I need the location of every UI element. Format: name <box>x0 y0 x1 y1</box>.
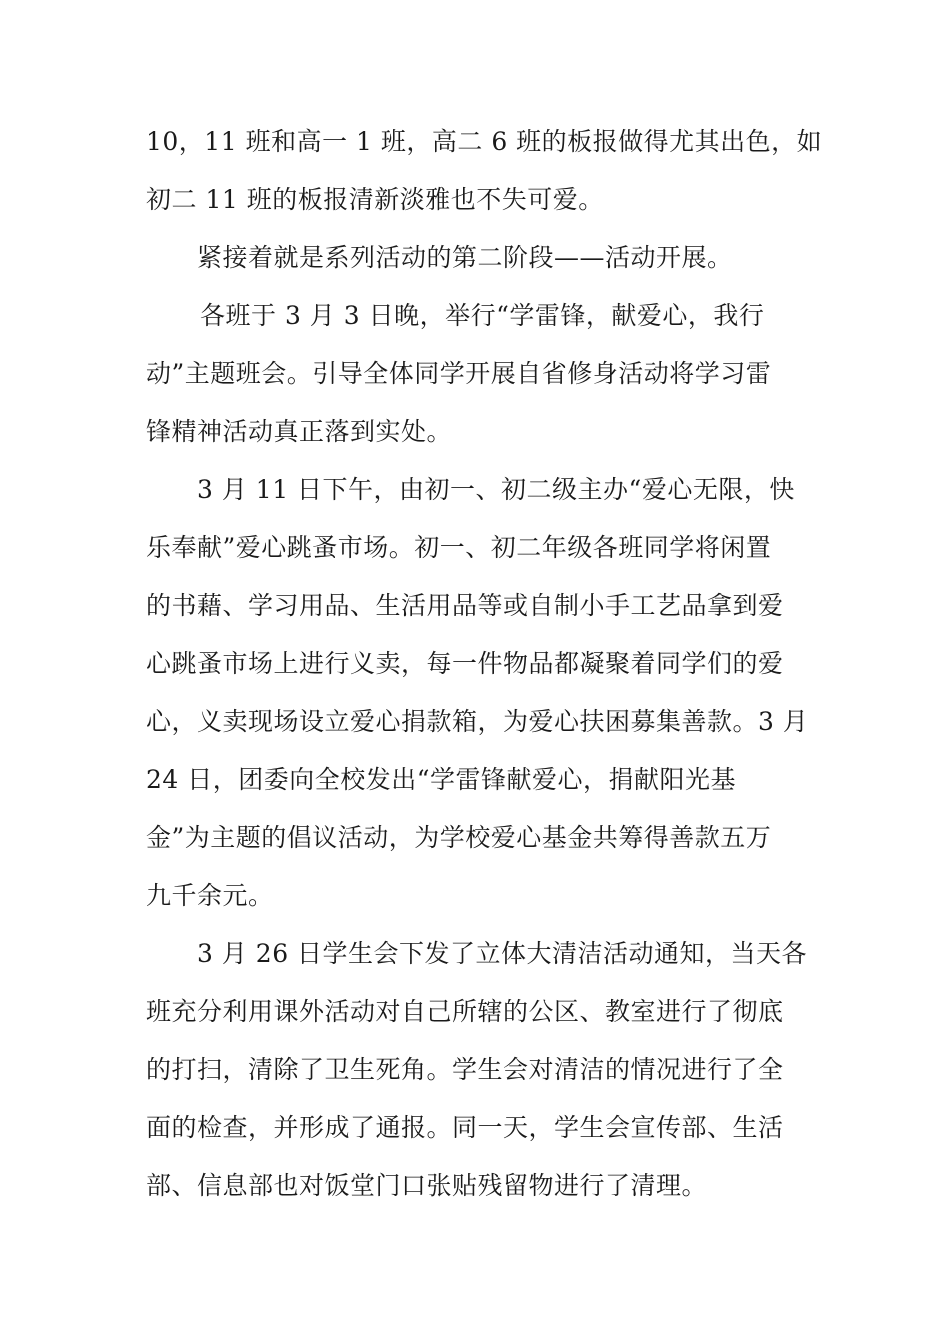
paragraph-5-line-4: 面的检查，并形成了通报。同一天，学生会宣传部、生活 <box>146 1113 784 1142</box>
paragraph-4-line-1: 3 月 11 日下午，由初一、初二级主办“爱心无限，快 <box>197 475 795 504</box>
paragraph-5-line-5: 部、信息部也对饭堂门口张贴残留物进行了清理。 <box>146 1171 708 1200</box>
paragraph-4-line-5: 心，义卖现场设立爱心捐款箱，为爱心扶困募集善款。3 月 <box>146 707 809 736</box>
paragraph-4-line-6: 24 日，团委向全校发出“学雷锋献爱心，捐献阳光基 <box>146 765 737 794</box>
paragraph-4-line-2: 乐奉献”爱心跳蚤市场。初一、初二年级各班同学将闲置 <box>146 533 772 562</box>
paragraph-1-line-1: 10，11 班和高一 1 班，高二 6 班的板报做得尤其出色，如 <box>146 127 823 156</box>
paragraph-2-line-1: 紧接着就是系列活动的第二阶段——活动开展。 <box>197 243 733 272</box>
paragraph-3-line-2: 动”主题班会。引导全体同学开展自省修身活动将学习雷 <box>146 359 772 388</box>
paragraph-1-line-2: 初二 11 班的板报清新淡雅也不失可爱。 <box>146 185 604 214</box>
paragraph-3-line-3: 锋精神活动真正落到实处。 <box>146 417 453 446</box>
paragraph-4-line-7: 金”为主题的倡议活动，为学校爱心基金共筹得善款五万 <box>146 823 772 852</box>
paragraph-5-line-1: 3 月 26 日学生会下发了立体大清洁活动通知，当天各 <box>197 939 808 968</box>
paragraph-3-line-1: 各班于 3 月 3 日晚，举行“学雷锋，献爱心，我行 <box>200 301 765 330</box>
paragraph-5-line-3: 的打扫，清除了卫生死角。学生会对清洁的情况进行了全 <box>146 1055 784 1084</box>
paragraph-4-line-8: 九千余元。 <box>146 881 274 910</box>
paragraph-4-line-3: 的书藉、学习用品、生活用品等或自制小手工艺品拿到爱 <box>146 591 784 620</box>
paragraph-4-line-4: 心跳蚤市场上进行义卖，每一件物品都凝聚着同学们的爱 <box>146 649 784 678</box>
paragraph-5-line-2: 班充分利用课外活动对自己所辖的公区、教室进行了彻底 <box>146 997 784 1026</box>
